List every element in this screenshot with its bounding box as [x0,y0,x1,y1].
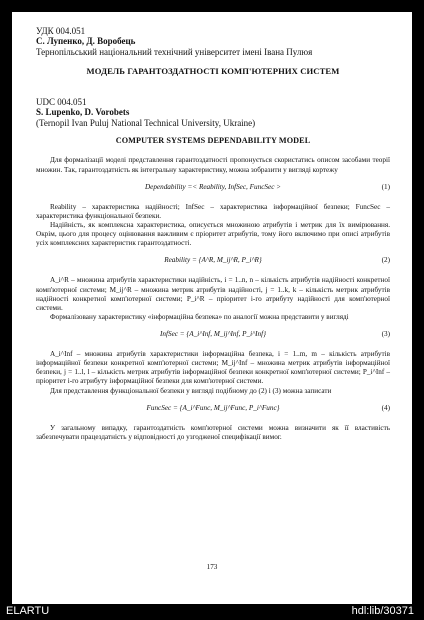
equation-1-expr: Dependability =< Reability, InfSec, FuncSec > [144,182,282,191]
paragraph-6: A_i^Inf – множина атрибутів характеристики інформаційна безпека, i = 1..m, m – кількість атрибутів інформаційної безпеки конкретної комп'ютерної системи; M_ij^Inf – множина метрик атрибутів інформаційної безпеки, j = 1..l, l – кількість метрик атрибутів інформаційної безпеки конкретної комп'ютерної системи; P_i^Inf – пріоритет i-го атрибуту інформаційної безпеки для комп'ютерної системи. [36,350,390,386]
paragraph-8: У загальному випадку, гарантоздатність комп'ютерної системи можна визначити як її властивість забезпечувати працездатність у відповідності до узгодженої специфікації вимог. [36,423,390,441]
equation-3-expr: InfSec = {A_i^Inf, M_ij^Inf, P_i^Inf} [160,330,266,339]
paragraph-7: Для представлення функціональної безпеки у вигляді подібному до (2) і (3) можна записати [50,386,332,395]
equation-4-expr: FuncSec = {A_i^Func, M_ij^Func, P_i^Func} [146,403,280,412]
authors-uk: С. Лупенко, Д. Воробець [36,36,136,47]
authors-en: S. Lupenko, D. Vorobets [36,107,130,118]
equation-1-number: (1) [381,182,390,191]
equation-4-number: (4) [381,403,390,412]
paragraph-2: Reability – характеристика надійності; InfSec – характеристика інформаційної безпеки; FuncSec – характеристика функціональної безпеки. [36,202,390,220]
affiliation-en: (Ternopil Ivan Puluj National Technical University, Ukraine) [36,117,256,128]
paragraph-1: Для формалізації моделі представлення гарантоздатності пропонується скористатись описом засобами теорії множин. Так, гарантоздатність як інтегральну характеристику, можна зобразити у вигляді кортежу [36,156,390,174]
title-uk: МОДЕЛЬ ГАРАНТОЗДАТНОСТІ КОМП'ЮТЕРНИХ СИСТЕМ [86,66,340,77]
paragraph-5: Формалізовану характеристику «інформаційна безпека» по аналогії можна представити у вигляді [50,312,349,321]
equation-2 [36,256,390,266]
equation-1 [36,183,390,193]
equation-2-number: (2) [381,256,390,265]
udc-uk: УДК 004.051 [36,26,86,36]
title-en: COMPUTER SYSTEMS DEPENDABILITY MODEL [115,135,311,145]
footer-repository-label[interactable]: ELARTU [6,605,50,617]
affiliation-uk: Тернопільський національний технічний університет імені Івана Пулюя [36,46,313,57]
page-number: 173 [206,563,218,571]
footer-handle-link[interactable]: hdl:lib/30371 [351,605,414,617]
document-page [12,12,412,604]
footer-bar [0,604,424,620]
document-content [36,26,390,442]
equation-2-expr: Reability = {A^R, M_ij^R, P_i^R} [164,256,262,265]
udc-en: UDC 004.051 [36,96,87,107]
equation-3 [36,330,390,340]
paragraph-4: A_i^R – множина атрибутів характеристики надійність, i = 1..n, n – кількість атрибутів надійності конкретної комп'ютерної системи; M_ij^R – множина метрик атрибутів надійності, j = 1..k, k – кількість метрик атрибутів надійності конкретної комп'ютерної системи; P_i^R – пріоритет i-го атрибуту надійності для комп'ютерної системи. [36,276,390,312]
equation-4 [36,404,390,414]
paragraph-3: Надійність, як комплексна характеристика, описується множиною атрибутів і метрик для їх вимірювання. Окрім, цього для процесу оцінювання важливим є пріоритет атрибутів, тому його включимо при описі атрибутів усіх комплексних характеристик гарантоздатності. [36,220,390,248]
equation-3-number: (3) [381,330,390,339]
